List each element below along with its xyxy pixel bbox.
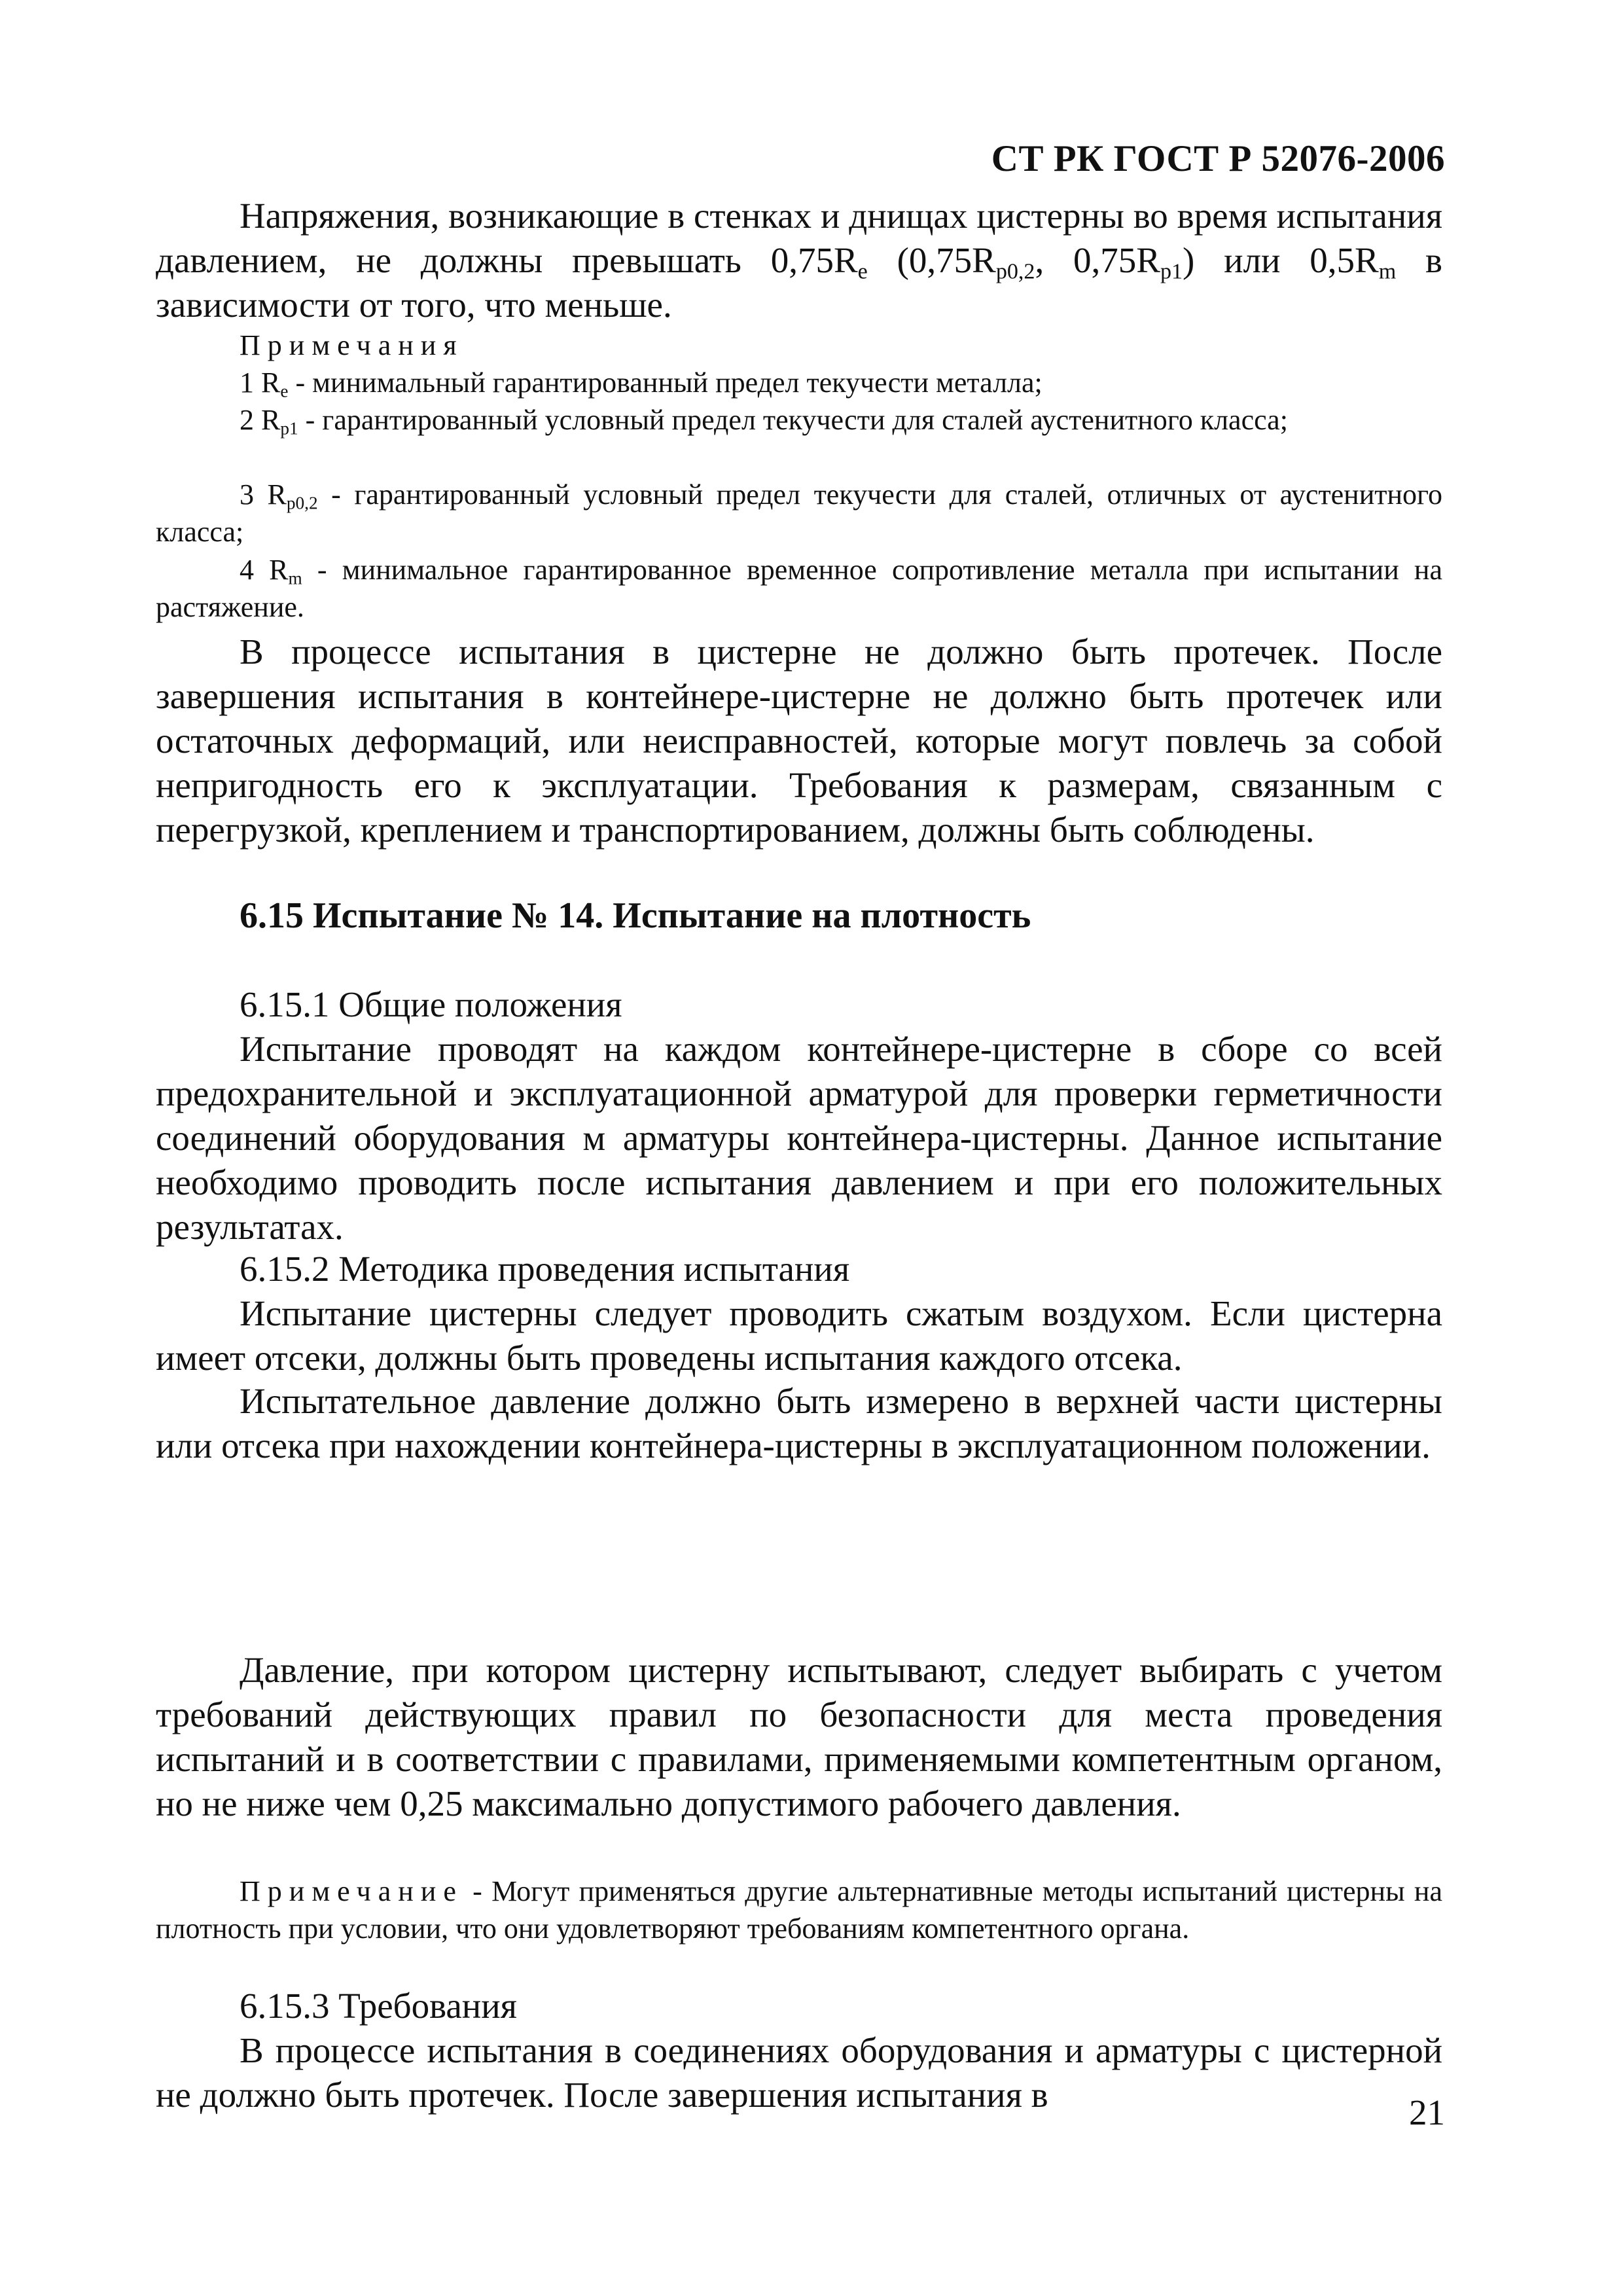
subsection-title-method: 6.15.2 Методика проведения испытания [240, 1249, 850, 1289]
method-paragraph-b: Испытательное давление должно быть измерено в верхней части цистерны или отсека при нахождении контейнера-цистерны в эксплуатационном положении. [156, 1381, 1442, 1465]
note-4 [156, 552, 1442, 626]
note-label-text: Примечание [240, 1875, 463, 1907]
text-run: 4 R [240, 554, 289, 586]
leak-paragraph: В процессе испытания в цистерне не должно быть протечек. После завершения испытания в контейнере-цистерне не должно быть протечек или остаточных деформаций, или неисправностей, которые могут повлечь за собой непригодность его к эксплуатации. Требования к размерам, связанным с перегрузкой, креплением и транспортированием, должны быть соблюдены. [156, 632, 1442, 850]
text-run: 1 R [240, 367, 281, 399]
stress-paragraph [156, 194, 1442, 327]
subscript: p1 [1160, 259, 1183, 284]
method-paragraph-a: Испытание цистерны следует проводить сжатым воздухом. Если цистерна имеет отсеки, должны быть проведены испытания каждого отсека. [156, 1293, 1442, 1378]
text-run: Напряжения, возникающие в стенках и днищах цистерны во время испытания давлением, не должны превышать 0,75R [156, 196, 1442, 280]
text-run: ) или 0,5R [1183, 240, 1379, 280]
subscript: p0,2 [286, 493, 318, 513]
subscript: p0,2 [995, 259, 1035, 284]
text-run: , 0,75R [1035, 240, 1160, 280]
text-run: 2 R [240, 404, 281, 436]
subscript: m [1378, 259, 1397, 284]
notes-label-text: Примечания [240, 329, 464, 361]
subsection-title-requirements: 6.15.3 Требования [240, 1986, 517, 2026]
text-run: (0,75R [867, 240, 996, 280]
text-run: - гарантированный условный предел текучести для сталей, отличных от аустенитного класса; [156, 478, 1442, 548]
note-2 [156, 402, 1442, 439]
text-run: в зависимости от того, что меньше. [156, 240, 1442, 325]
subscript: e [280, 381, 289, 401]
requirements-paragraph: В процессе испытания в соединениях оборудования и арматуры с цистерной не должно быть протечек. После завершения испытания в [156, 2030, 1442, 2115]
method-paragraph-c: Давление, при котором цистерну испытывают, следует выбирать с учетом требований действующих правил по безопасности для места проведения испытаний и в соответствии с правилами, применяемыми компетентным органом, но не ниже чем 0,25 максимально допустимого рабочего давления. [156, 1650, 1442, 1823]
general-paragraph: Испытание проводят на каждом контейнере-цистерне в сборе со всей предохранительной и эксплуатационной арматурой для проверки герметичности соединений оборудования м арматуры контейнера-цистерны. Данное испытание необходимо проводить после испытания давлением и при его положительных результатах. [156, 1029, 1442, 1247]
subscript: e [857, 259, 868, 284]
text-run: - минимальное гарантированное временное сопротивление металла при испытании на растяжение. [156, 554, 1442, 623]
notes-label [156, 327, 1442, 365]
document-code-header: СТ РК ГОСТ Р 52076-2006 [991, 138, 1445, 179]
text-run: - минимальный гарантированный предел текучести металла; [288, 367, 1043, 399]
note-text: - Могут применяться другие альтернативные методы испытаний цистерны на плотность при условии, что они удовлетворяют требованиям компетентного органа. [156, 1875, 1442, 1945]
subscript: m [288, 568, 302, 588]
note-3 [156, 476, 1442, 550]
text-run: 3 R [240, 478, 287, 511]
page-number: 21 [1409, 2092, 1445, 2132]
subsection-title-general: 6.15.1 Общие положения [240, 984, 622, 1024]
section-heading: 6.15 Испытание № 14. Испытание на плотность [240, 895, 1031, 936]
subscript: p1 [280, 418, 298, 439]
note-1 [156, 365, 1442, 402]
text-run: - гарантированный условный предел текучести для сталей аустенитного класса; [298, 404, 1288, 436]
method-note [156, 1873, 1442, 1947]
